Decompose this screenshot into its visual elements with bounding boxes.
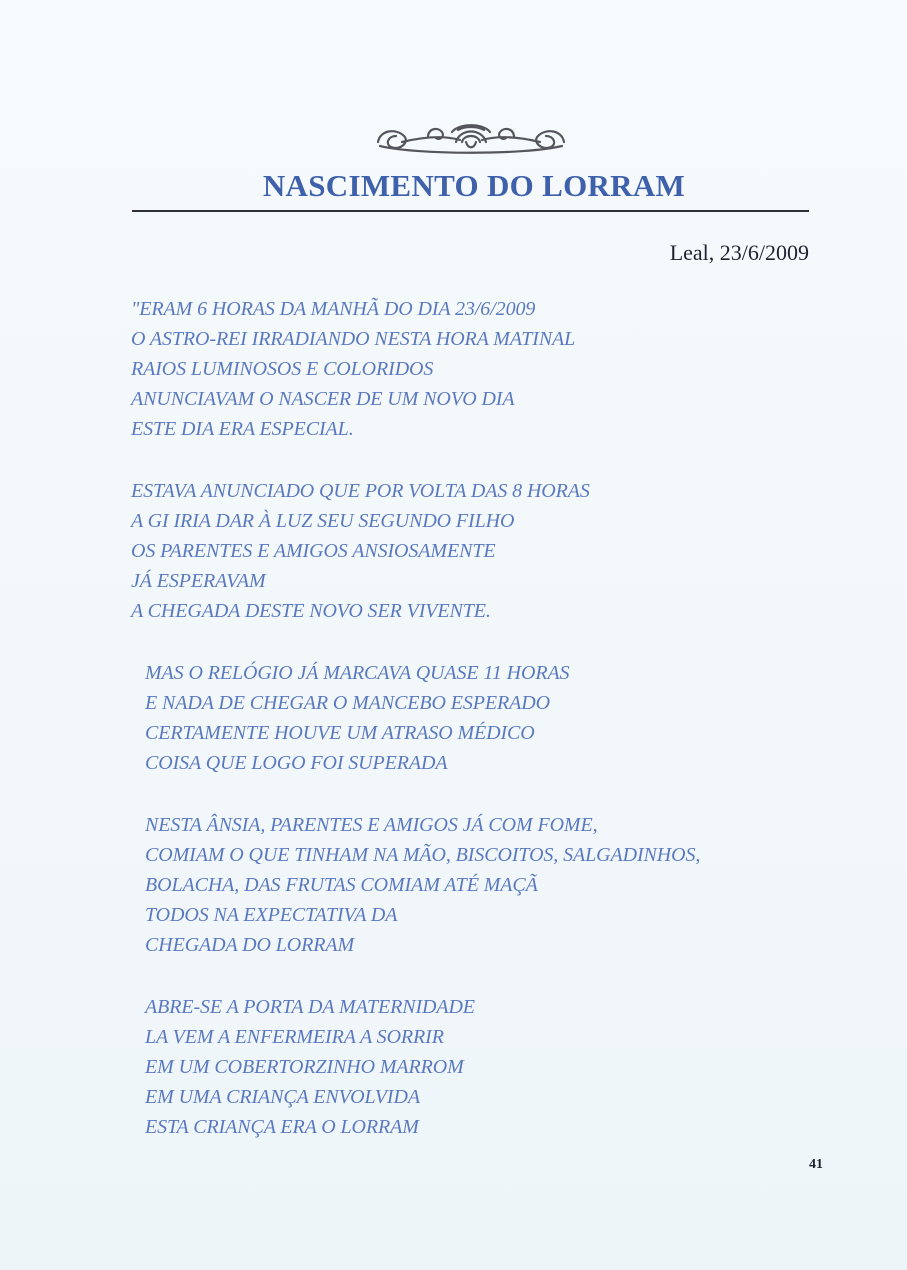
poem-line: COMIAM O QUE TINHAM NA MÃO, BISCOITOS, SALGADINHOS, [145, 844, 701, 866]
poem-line: CERTAMENTE HOUVE UM ATRASO MÉDICO [145, 722, 535, 744]
poem-line: RAIOS LUMINOSOS E COLORIDOS [131, 358, 434, 380]
stanza-3 [131, 658, 831, 778]
poem-line: O ASTRO-REI IRRADIANDO NESTA HORA MATINAL [131, 328, 576, 350]
poem-line: OS PARENTES E AMIGOS ANSIOSAMENTE [131, 540, 496, 562]
poem-line: A CHEGADA DESTE NOVO SER VIVENTE. [131, 600, 491, 622]
poem-line: ESTAVA ANUNCIADO QUE POR VOLTA DAS 8 HORAS [131, 480, 590, 502]
poem-line: ESTA CRIANÇA ERA O LORRAM [145, 1116, 419, 1138]
poem-line: EM UM COBERTORZINHO MARROM [145, 1056, 464, 1078]
poem-line: E NADA DE CHEGAR O MANCEBO ESPERADO [145, 692, 550, 714]
page-title: NASCIMENTO DO LORRAM [262, 168, 686, 203]
stanza-4 [131, 810, 831, 960]
page-number: 41 [809, 1157, 823, 1172]
poem-line: EM UMA CRIANÇA ENVOLVIDA [145, 1086, 420, 1108]
poem-line: ANUNCIAVAM O NASCER DE UM NOVO DIA [131, 388, 515, 410]
poem-line: CHEGADA DO LORRAM [145, 934, 355, 956]
poem-line: LA VEM A ENFERMEIRA A SORRIR [145, 1026, 444, 1048]
poem-line: A GI IRIA DAR À LUZ SEU SEGUNDO FILHO [131, 510, 515, 532]
poem-line: ESTE DIA ERA ESPECIAL. [131, 418, 354, 440]
stanza-1 [131, 294, 831, 444]
poem-line: JÁ ESPERAVAM [131, 570, 266, 592]
title-divider [132, 210, 809, 212]
decorative-scroll-ornament-icon [372, 118, 570, 160]
poem-body [131, 294, 831, 1174]
poem-line: BOLACHA, DAS FRUTAS COMIAM ATÉ MAÇÃ [145, 874, 538, 896]
poem-line: NESTA ÂNSIA, PARENTES E AMIGOS JÁ COM FOME, [145, 814, 598, 836]
poem-line: MAS O RELÓGIO JÁ MARCAVA QUASE 11 HORAS [145, 662, 570, 684]
poem-line: COISA QUE LOGO FOI SUPERADA [145, 752, 448, 774]
stanza-5 [131, 992, 831, 1142]
poem-line: "ERAM 6 HORAS DA MANHÃ DO DIA 23/6/2009 [131, 298, 536, 320]
stanza-2 [131, 476, 831, 626]
byline: Leal, 23/6/2009 [669, 240, 809, 265]
poem-line: ABRE-SE A PORTA DA MATERNIDADE [145, 996, 475, 1018]
poem-line: TODOS NA EXPECTATIVA DA [145, 904, 398, 926]
